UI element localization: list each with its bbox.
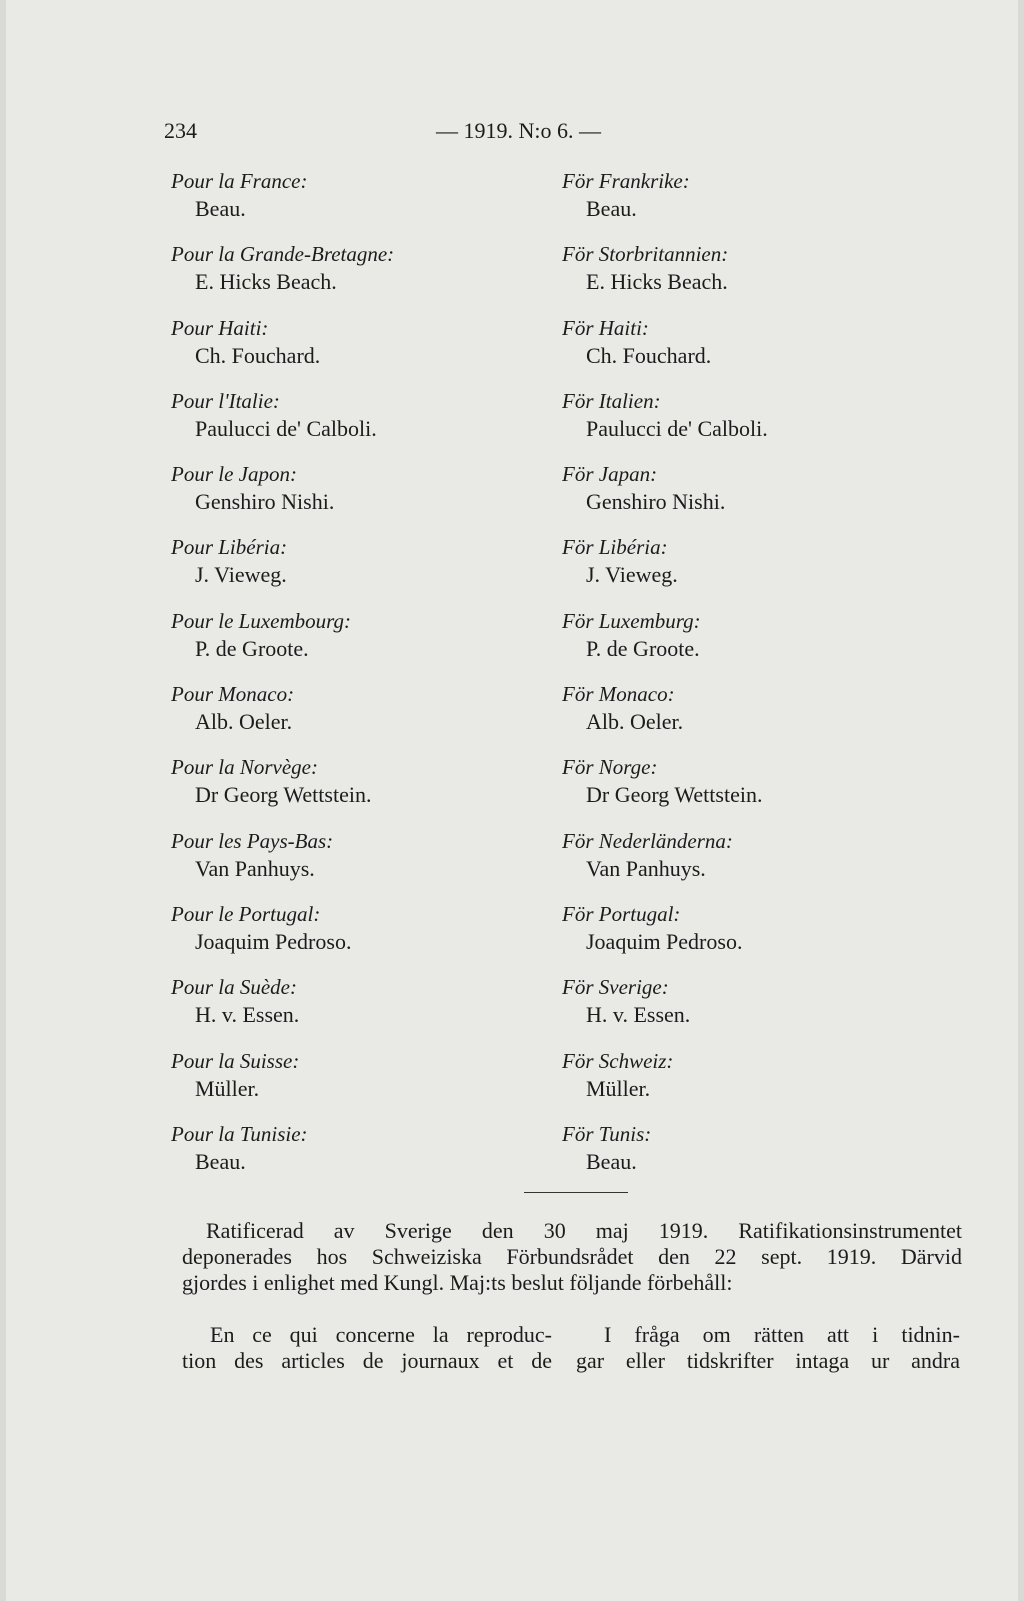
signer-name: Joaquim Pedroso. [195, 928, 352, 954]
signature-entry [562, 1121, 962, 1194]
country-label: För Schweiz: [562, 1048, 674, 1073]
signer-name: Genshiro Nishi. [586, 489, 726, 515]
section-divider [524, 1192, 628, 1193]
signer-name: Müller. [195, 1075, 260, 1101]
signer-name: Alb. Oeler. [195, 709, 293, 735]
country-label: För Japan: [562, 462, 658, 487]
signature-entry [562, 828, 962, 901]
signer-name: Beau. [195, 1148, 246, 1174]
signatures-swedish-column [562, 168, 962, 1194]
signature-entry [562, 168, 962, 241]
reservation-line: En ce qui concerne la reproduc- [210, 1322, 552, 1347]
signer-name: Müller. [586, 1075, 651, 1101]
signature-entry [171, 608, 571, 681]
document-page [6, 0, 1018, 1601]
signature-entry [562, 241, 962, 314]
country-label: För Tunis: [562, 1121, 652, 1146]
signature-entry [562, 681, 962, 754]
country-label: Pour la Tunisie: [171, 1121, 308, 1146]
country-label: Pour le Japon: [171, 462, 297, 487]
signer-name: J. Vieweg. [586, 562, 678, 588]
signer-name: J. Vieweg. [195, 562, 287, 588]
country-label: För Sverige: [562, 975, 669, 1000]
signature-entry [171, 754, 571, 827]
note-line: Ratificerad av Sverige den 30 maj 1919. Ratifikationsinstrumentet [206, 1218, 962, 1243]
country-label: För Nederländerna: [562, 828, 733, 853]
signature-entry [171, 168, 571, 241]
signature-entry [171, 315, 571, 388]
signer-name: Genshiro Nishi. [195, 489, 335, 515]
country-label: Pour Monaco: [171, 682, 295, 707]
signer-name: Joaquim Pedroso. [586, 928, 743, 954]
signature-entry [562, 388, 962, 461]
signer-name: Dr Georg Wettstein. [586, 782, 763, 808]
signer-name: Beau. [586, 1148, 637, 1174]
signature-entry [171, 388, 571, 461]
signer-name: Van Panhuys. [586, 855, 706, 881]
signature-entry [171, 241, 571, 314]
country-label: Pour le Portugal: [171, 901, 321, 926]
reservation-french [182, 1322, 552, 1374]
page-number: 234 [164, 118, 197, 143]
signature-entry [562, 901, 962, 974]
signer-name: Van Panhuys. [195, 855, 315, 881]
signature-entry [171, 1121, 571, 1194]
country-label: För Luxemburg: [562, 608, 701, 633]
country-label: För Monaco: [562, 682, 675, 707]
signature-entry [171, 461, 571, 534]
signature-entry [171, 1048, 571, 1121]
note-line: gjordes i enlighet med Kungl. Maj:ts beslut följande förbehåll: [182, 1270, 733, 1295]
page-header [6, 118, 1018, 148]
signer-name: Paulucci de' Calboli. [586, 415, 768, 441]
signer-name: Beau. [195, 196, 246, 221]
signature-entry [171, 534, 571, 607]
country-label: För Portugal: [562, 901, 681, 926]
signature-entry [171, 681, 571, 754]
country-label: För Frankrike: [562, 169, 690, 193]
signature-entry [562, 1048, 962, 1121]
country-label: För Storbritannien: [562, 242, 729, 267]
country-label: Pour Libéria: [171, 535, 288, 560]
reservation-line: I fråga om rätten att i tidnin- [604, 1322, 960, 1347]
country-label: För Italien: [562, 388, 661, 413]
note-line: deponerades hos Schweiziska Förbundsrådet den 22 sept. 1919. Därvid [182, 1244, 962, 1269]
country-label: För Haiti: [562, 315, 649, 340]
country-label: Pour la Norvège: [171, 755, 318, 780]
signature-entry [562, 315, 962, 388]
reservation-swedish [576, 1322, 960, 1374]
signature-entry [562, 754, 962, 827]
signature-entry [562, 534, 962, 607]
signature-entry [562, 608, 962, 681]
country-label: För Norge: [562, 755, 658, 780]
signature-entry [171, 828, 571, 901]
signature-entry [562, 461, 962, 534]
signatures-french-column [171, 168, 571, 1194]
signer-name: H. v. Essen. [195, 1002, 300, 1028]
country-label: För Libéria: [562, 535, 668, 560]
signer-name: E. Hicks Beach. [195, 269, 337, 295]
country-label: Pour l'Italie: [171, 388, 280, 413]
ratification-note [182, 1218, 962, 1296]
signature-entry [171, 974, 571, 1047]
country-label: Pour Haiti: [171, 315, 269, 340]
country-label: Pour les Pays-Bas: [171, 828, 334, 853]
signer-name: Dr Georg Wettstein. [195, 782, 372, 808]
country-label: Pour la France: [171, 169, 308, 193]
country-label: Pour la Suisse: [171, 1048, 300, 1073]
signer-name: H. v. Essen. [586, 1002, 691, 1028]
signer-name: P. de Groote. [195, 635, 309, 661]
running-title: — 1919. N:o 6. — [436, 118, 601, 143]
signer-name: Beau. [586, 196, 637, 221]
signer-name: Paulucci de' Calboli. [195, 415, 377, 441]
signer-name: P. de Groote. [586, 635, 700, 661]
reservation-line: gar eller tidskrifter intaga ur andra [576, 1348, 960, 1373]
reservation-line: tion des articles de journaux et de [182, 1348, 552, 1373]
country-label: Pour la Grande-Bretagne: [171, 242, 395, 267]
signature-entry [171, 901, 571, 974]
signer-name: E. Hicks Beach. [586, 269, 728, 295]
signer-name: Alb. Oeler. [586, 709, 684, 735]
signature-entry [562, 974, 962, 1047]
signer-name: Ch. Fouchard. [586, 342, 712, 368]
country-label: Pour le Luxembourg: [171, 608, 352, 633]
country-label: Pour la Suède: [171, 975, 297, 1000]
signer-name: Ch. Fouchard. [195, 342, 321, 368]
